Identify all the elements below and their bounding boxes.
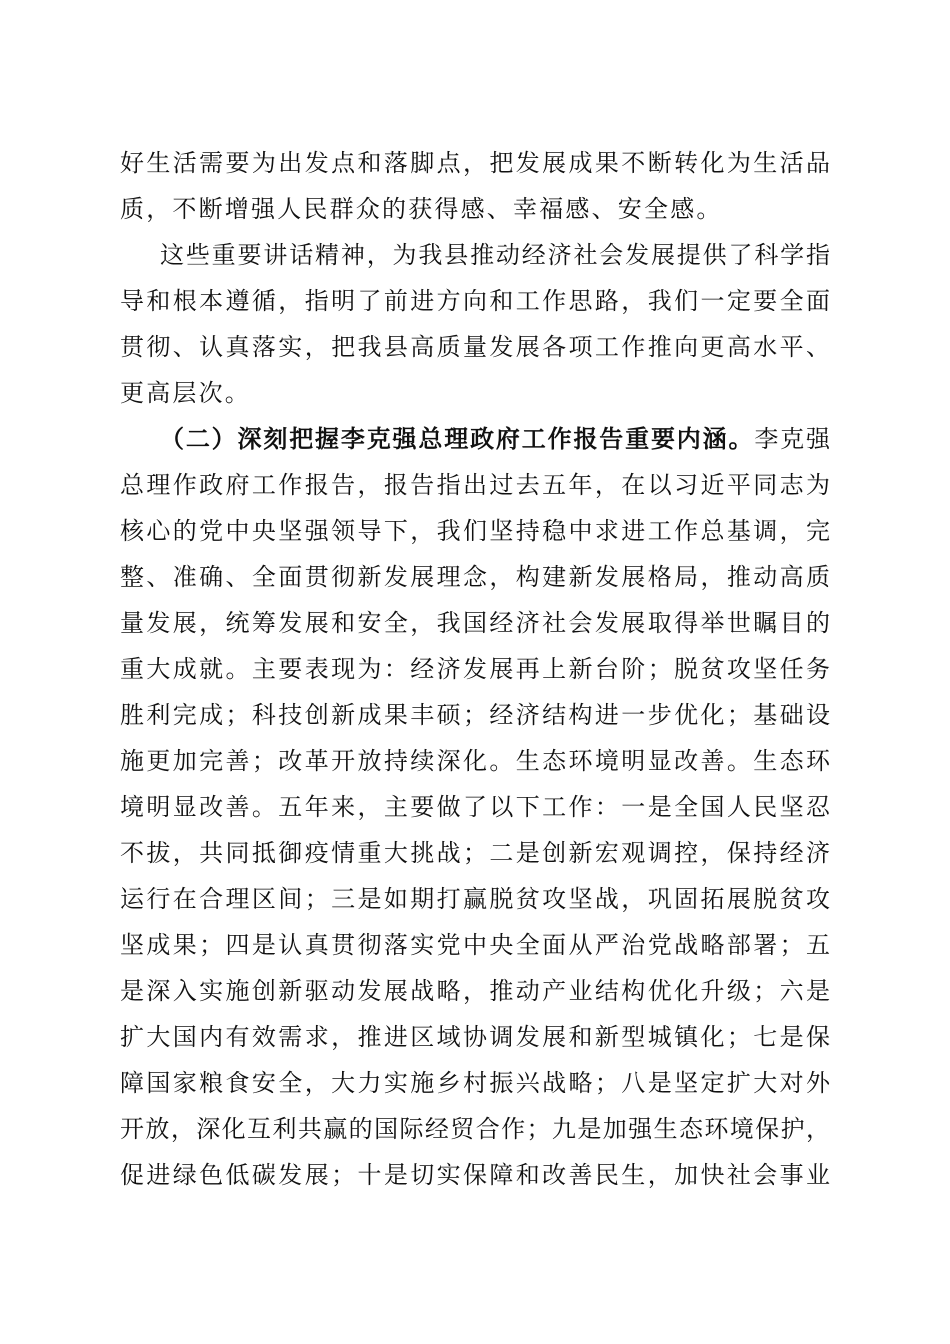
- text-line: 施更加完善；改革开放持续深化。生态环境明显改善。生态环: [120, 747, 830, 775]
- text-line: 整、准确、全面贯彻新发展理念，构建新发展格局，推动高质: [120, 563, 830, 591]
- text-line: 扩大国内有效需求，推进区域协调发展和新型城镇化；七是保: [120, 1023, 830, 1051]
- section-heading: （二）深刻把握李克强总理政府工作报告重要内涵。: [160, 424, 755, 453]
- text-line: 不拔，共同抵御疫情重大挑战；二是创新宏观调控，保持经济: [120, 839, 830, 867]
- text-line: 坚成果；四是认真贯彻落实党中央全面从严治党战略部署；五: [120, 931, 830, 959]
- text-line: 贯彻、认真落实，把我县高质量发展各项工作推向更高水平、: [120, 333, 830, 361]
- text-line: 障国家粮食安全，大力实施乡村振兴战略；八是坚定扩大对外: [120, 1069, 830, 1097]
- text-line: 是深入实施创新驱动发展战略，推动产业结构优化升级；六是: [120, 977, 830, 1005]
- text-line: 导和根本遵循，指明了前进方向和工作思路，我们一定要全面: [120, 287, 830, 315]
- text-line: 好生活需要为出发点和落脚点，把发展成果不断转化为生活品: [120, 149, 830, 177]
- text-line: 总理作政府工作报告，报告指出过去五年，在以习近平同志为: [120, 471, 830, 499]
- paragraph-start-line: 这些重要讲话精神，为我县推动经济社会发展提供了科学指: [160, 241, 830, 269]
- text-line: 质，不断增强人民群众的获得感、幸福感、安全感。: [120, 195, 723, 223]
- text-line: 开放，深化互利共赢的国际经贸合作；九是加强生态环境保护，: [120, 1115, 830, 1143]
- text-line: 重大成就。主要表现为：经济发展再上新台阶；脱贫攻坚任务: [120, 655, 830, 683]
- text-line: 促进绿色低碳发展；十是切实保障和改善民生，加快社会事业: [120, 1161, 830, 1189]
- section-heading-line: [120, 416, 830, 462]
- text-line: 更高层次。: [120, 379, 251, 407]
- section-heading-continuation: 李克强: [754, 425, 831, 453]
- text-line: 胜利完成；科技创新成果丰硕；经济结构进一步优化；基础设: [120, 701, 830, 729]
- text-line: 核心的党中央坚强领导下，我们坚持稳中求进工作总基调，完: [120, 517, 830, 545]
- text-line: 量发展，统筹发展和安全，我国经济社会发展取得举世瞩目的: [120, 609, 830, 637]
- text-line: 运行在合理区间；三是如期打赢脱贫攻坚战，巩固拓展脱贫攻: [120, 885, 830, 913]
- document-page: [120, 140, 830, 1198]
- text-line: 境明显改善。五年来，主要做了以下工作：一是全国人民坚忍: [120, 793, 830, 821]
